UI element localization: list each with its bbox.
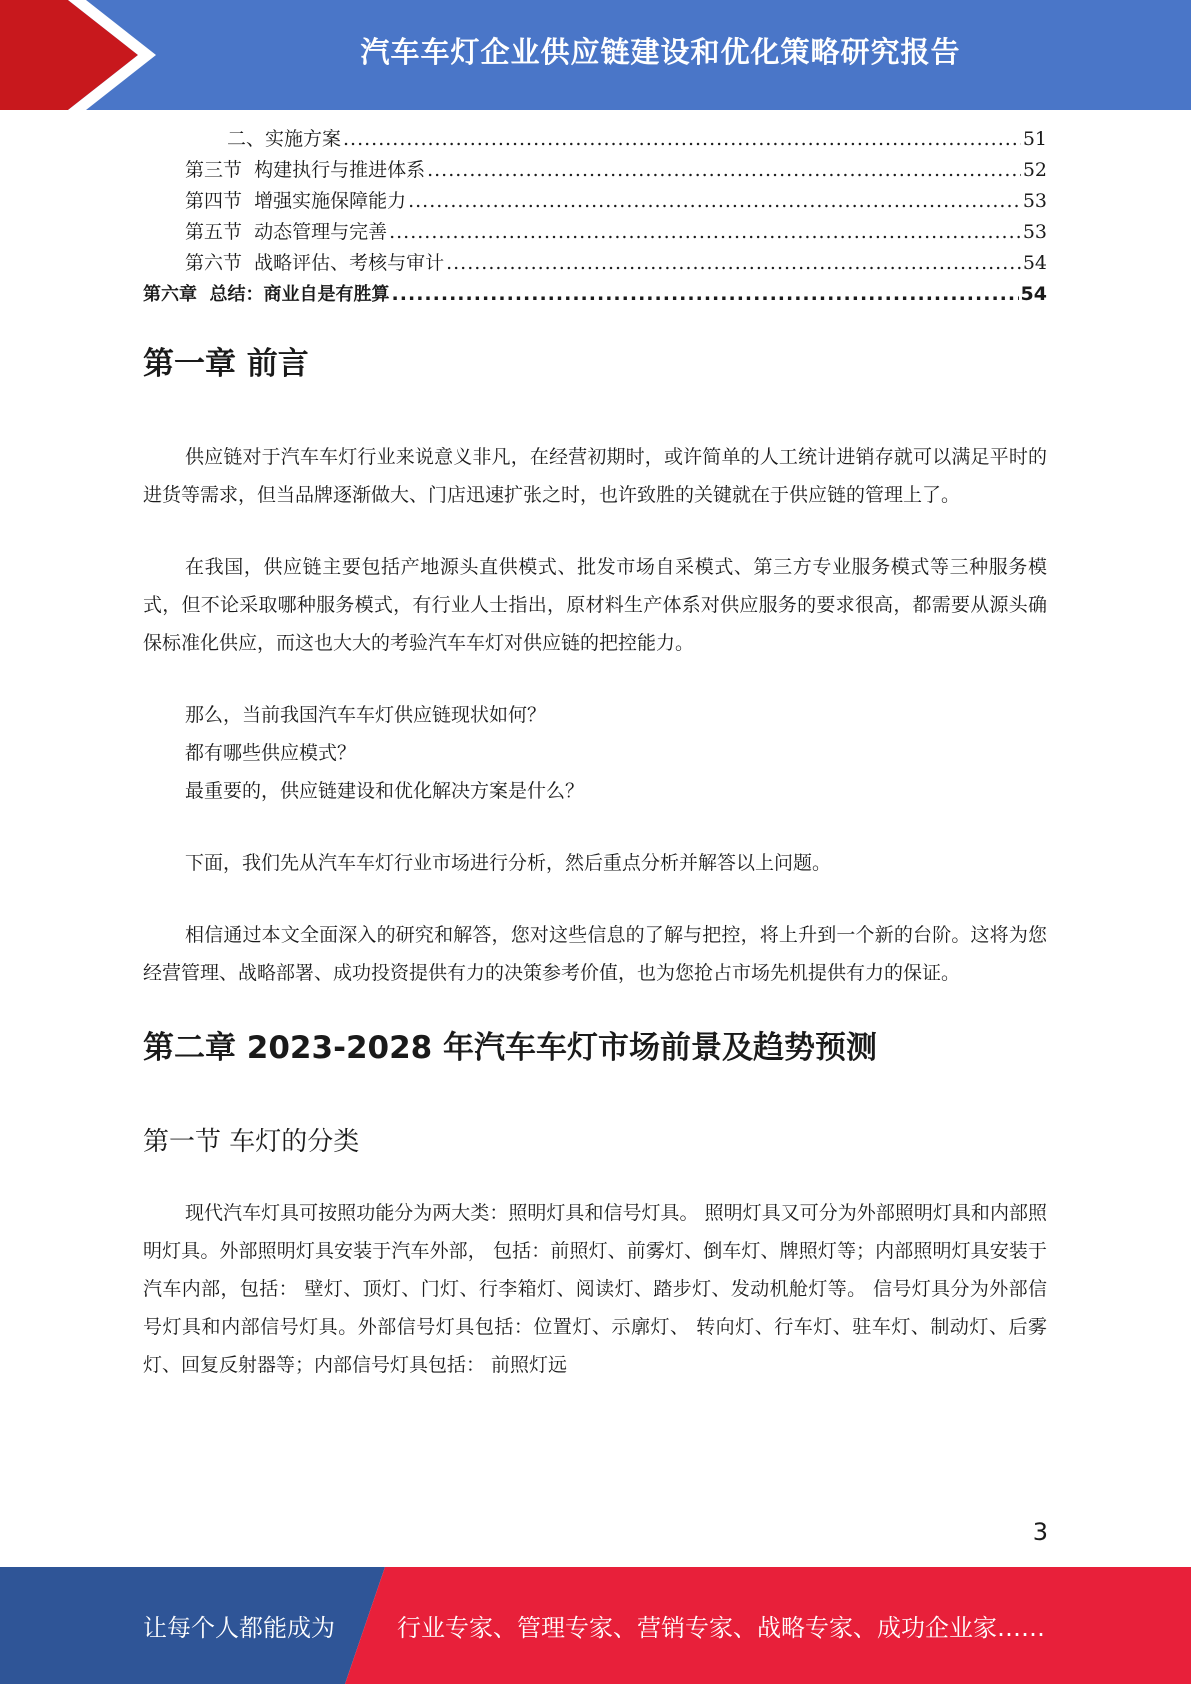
toc-entry-page: 51 [1022, 128, 1047, 150]
toc-entry-page: 54 [1020, 283, 1047, 305]
question-line: 都有哪些供应模式？ [185, 742, 357, 764]
question-line: 最重要的，供应链建设和优化解决方案是什么？ [185, 780, 585, 802]
toc-entry-page: 53 [1022, 221, 1047, 243]
footer-slogan-right: 行业专家、管理专家、营销专家、战略专家、成功企业家…… [397, 1614, 1045, 1642]
toc-entry-label: 第六节 战略评估、考核与审计 [185, 252, 445, 274]
toc-entry[interactable] [143, 155, 1047, 186]
toc-leader-dots [392, 279, 1019, 310]
footer-banner [0, 1567, 1191, 1684]
section-heading: 第一节 车灯的分类 [143, 1127, 360, 1157]
toc-entry-label: 二、实施方案 [227, 128, 342, 150]
toc-entry[interactable] [143, 217, 1047, 248]
paragraph: 供应链对于汽车车灯行业来说意义非凡，在经营初期时，或许简单的人工统计进销存就可以满足平时的进货等需求，但当品牌逐渐做大、门店迅速扩张之时，也许致胜的关键就在于供应链的管理上了。 [143, 446, 1047, 506]
chapter-2-heading: 第二章 2023-2028 年汽车车灯市场前景及趋势预测 [143, 1030, 878, 1066]
footer-slogan-left: 让每个人都能成为 [143, 1614, 335, 1642]
toc-entry-page: 53 [1022, 190, 1047, 212]
document-body [143, 124, 1047, 1384]
toc-leader-dots [389, 217, 1021, 248]
toc-entry[interactable] [143, 186, 1047, 217]
header-banner [0, 0, 1191, 110]
toc-entry-label: 第三节 构建执行与推进体系 [185, 159, 426, 181]
toc-leader-dots [343, 124, 1021, 155]
page-number: 3 [1032, 1518, 1048, 1546]
toc-entry-label: 第四节 增强实施保障能力 [185, 190, 407, 212]
chapter-1-heading: 第一章 前言 [143, 346, 309, 382]
paragraph: 相信通过本文全面深入的研究和解答，您对这些信息的了解与把控，将上升到一个新的台阶。这将为您经营管理、战略部署、成功投资提供有力的决策参考价值，也为您抢占市场先机提供有力的保证。 [143, 924, 1047, 984]
toc-leader-dots [446, 248, 1021, 279]
toc-entry-page: 54 [1022, 252, 1047, 274]
toc-entry-label: 第五节 动态管理与完善 [185, 221, 388, 243]
paragraph: 现代汽车灯具可按照功能分为两大类：照明灯具和信号灯具。 照明灯具又可分为外部照明灯具和内部照明灯具。外部照明灯具安装于汽车外部， 包括：前照灯、前雾灯、倒车灯、牌照灯等；内部照明灯具安装于汽车内部，包括： 壁灯、顶灯、门灯、行李箱灯、阅读灯、踏步灯、发动机舱灯等。 信号灯具分为外部信号灯具和内部信号灯具。外部信号灯具包括：位置灯、示廓灯、 转向灯、行车灯、驻车灯、制动灯、后雾灯、回复反射器等；内部信号灯具包括： 前照灯远 [143, 1202, 1047, 1376]
toc-leader-dots [408, 186, 1021, 217]
question-line: 那么，当前我国汽车车灯供应链现状如何？ [185, 704, 547, 726]
toc-entry[interactable] [143, 248, 1047, 279]
paragraph: 在我国，供应链主要包括产地源头直供模式、批发市场自采模式、第三方专业服务模式等三种服务模式，但不论采取哪种服务模式，有行业人士指出，原材料生产体系对供应服务的要求很高，都需要从源头确保标准化供应，而这也大大的考验汽车车灯对供应链的把控能力。 [143, 556, 1047, 654]
toc-entry-label: 第六章 总结：商业自是有胜算 [143, 284, 390, 305]
toc-chapter-entry[interactable] [143, 279, 1047, 310]
toc-leader-dots [427, 155, 1021, 186]
table-of-contents [143, 124, 1047, 310]
toc-entry-page: 52 [1022, 159, 1047, 181]
paragraph: 下面，我们先从汽车车灯行业市场进行分析，然后重点分析并解答以上问题。 [185, 852, 832, 874]
report-title: 汽车车灯企业供应链建设和优化策略研究报告 [360, 34, 961, 69]
toc-entry[interactable] [143, 124, 1047, 155]
